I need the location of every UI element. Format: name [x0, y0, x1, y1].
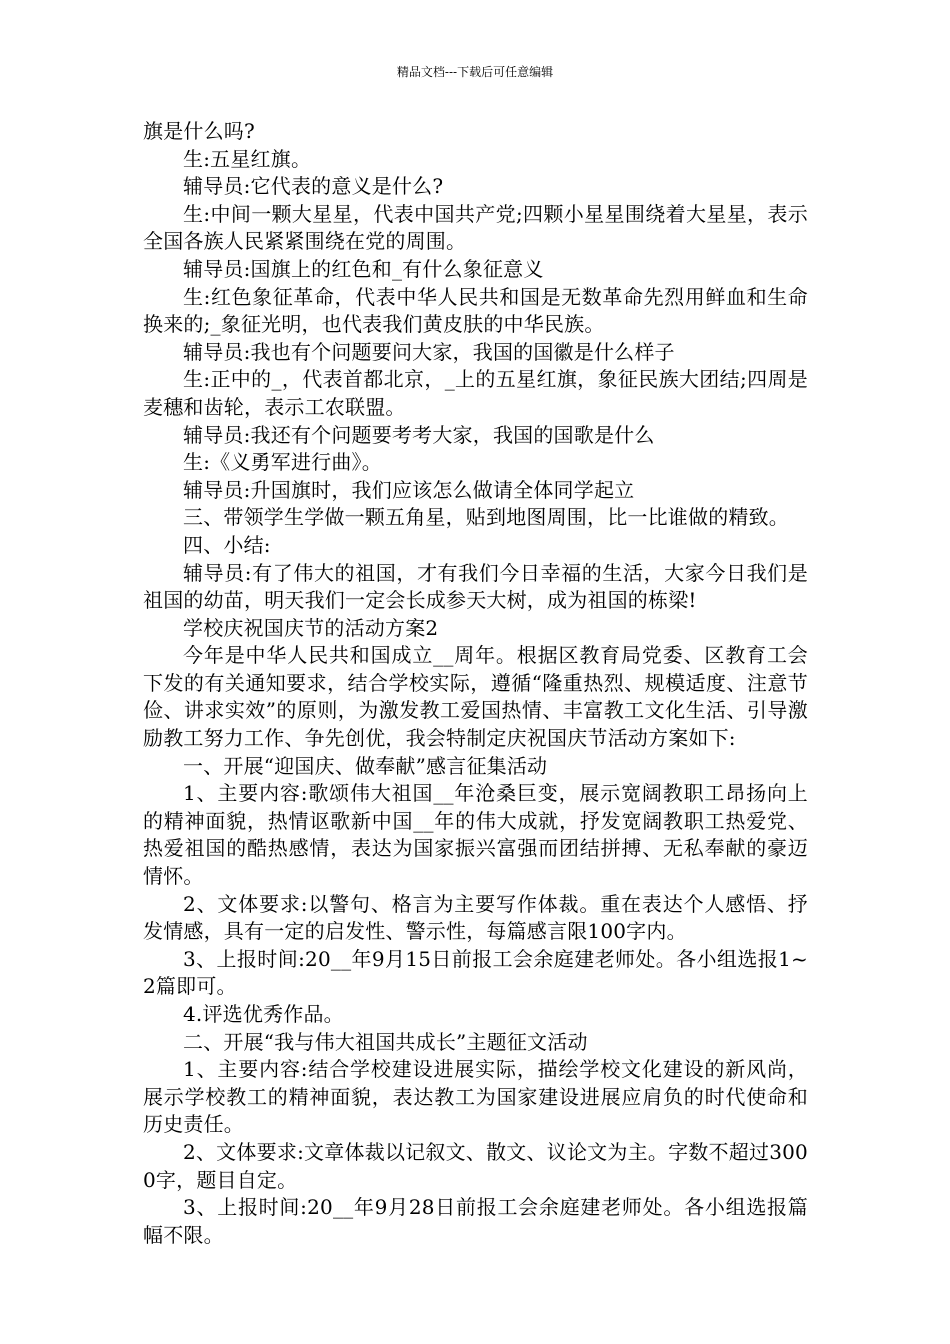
paragraph: 一、开展“迎国庆、做奉献”感言征集活动: [183, 753, 548, 778]
paragraph: 辅导员:我还有个问题要考考大家，我国的国歌是什么: [183, 422, 655, 447]
paragraph: 生:正中的_，代表首都北京，_上的五星红旗，象征民族大团结;四周是麦穗和齿轮，表示工农联盟。: [143, 367, 808, 419]
paragraph: 三、带领学生学做一颗五角星，贴到地图周围，比一比谁做的精致。: [183, 505, 789, 530]
page-header: 精品文档---下载后可任意编辑: [396, 65, 554, 79]
paragraph: 生:五星红旗。: [183, 146, 312, 171]
paragraph: 3、上报时间:20__年9月28日前报工会余庭建老师处。各小组选报篇幅不限。: [143, 1195, 808, 1247]
paragraph: 辅导员:它代表的意义是什么?: [183, 174, 444, 199]
paragraph: 学校庆祝国庆节的活动方案2: [183, 615, 439, 640]
paragraph: 旗是什么吗?: [143, 119, 255, 143]
paragraph: 今年是中华人民共和国成立__周年。根据区教育局党委、区教育工会下发的有关通知要求，结合学校实际，遵循“隆重热烈、规模适度、注意节俭、讲求实效”的原则，为激发教工爱国热情、丰富教工文化生活、引导激励教工努力工作、争先创优，我会特制定庆祝国庆节活动方案如下:: [143, 643, 808, 751]
paragraph: 生:《义勇军进行曲》。: [183, 450, 382, 475]
paragraph: 四、小结:: [183, 532, 271, 557]
paragraph: 生:红色象征革命，代表中华人民共和国是无数革命先烈用鲜血和生命换来的;_象征光明，也代表我们黄皮肤的中华民族。: [143, 284, 808, 337]
paragraph: 2、文体要求:以警句、格言为主要写作体裁。重在表达个人感悟、抒发情感，具有一定的启发性、警示性，每篇感言限100字内。: [143, 891, 808, 944]
paragraph: 辅导员:升国旗时，我们应该怎么做请全体同学起立: [183, 477, 635, 502]
paragraph: 辅导员:国旗上的红色和_有什么象征意义: [183, 256, 544, 281]
document-body: [143, 118, 808, 1249]
paragraph: 3、上报时间:20__年9月15日前报工会余庭建老师处。各小组选报1~2篇即可。: [143, 946, 808, 999]
paragraph: 辅导员:有了伟大的祖国，才有我们今日幸福的生活，大家今日我们是祖国的幼苗，明天我们一定会长成参天大树，成为祖国的栋梁!: [143, 560, 808, 613]
paragraph: 2、文体要求:文章体裁以记叙文、散文、议论文为主。字数不超过3000字，题目自定。: [143, 1139, 808, 1192]
paragraph: 二、开展“我与伟大祖国共成长”主题征文活动: [183, 1029, 588, 1054]
paragraph: 1、主要内容:结合学校建设进展实际，描绘学校文化建设的新风尚，展示学校教工的精神面貌，表达教工为国家建设进展应肩负的时代使命和历史责任。: [143, 1057, 808, 1137]
paragraph: 4.评选优秀作品。: [183, 1002, 344, 1026]
paragraph: 辅导员:我也有个问题要问大家，我国的国徽是什么样子: [183, 339, 675, 364]
paragraph: 生:中间一颗大星星，代表中国共产党;四颗小星星围绕着大星星，表示全国各族人民紧紧围绕在党的周围。: [143, 201, 808, 254]
paragraph: 1、主要内容:歌颂伟大祖国__年沧桑巨变，展示宽阔教职工昂扬向上的精神面貌，热情讴歌新中国__年的伟大成就，抒发宽阔教职工热爱党、热爱祖国的酷热感情，表达为国家振兴富强而团结拼搏、无私奉献的豪迈情怀。: [143, 781, 808, 889]
